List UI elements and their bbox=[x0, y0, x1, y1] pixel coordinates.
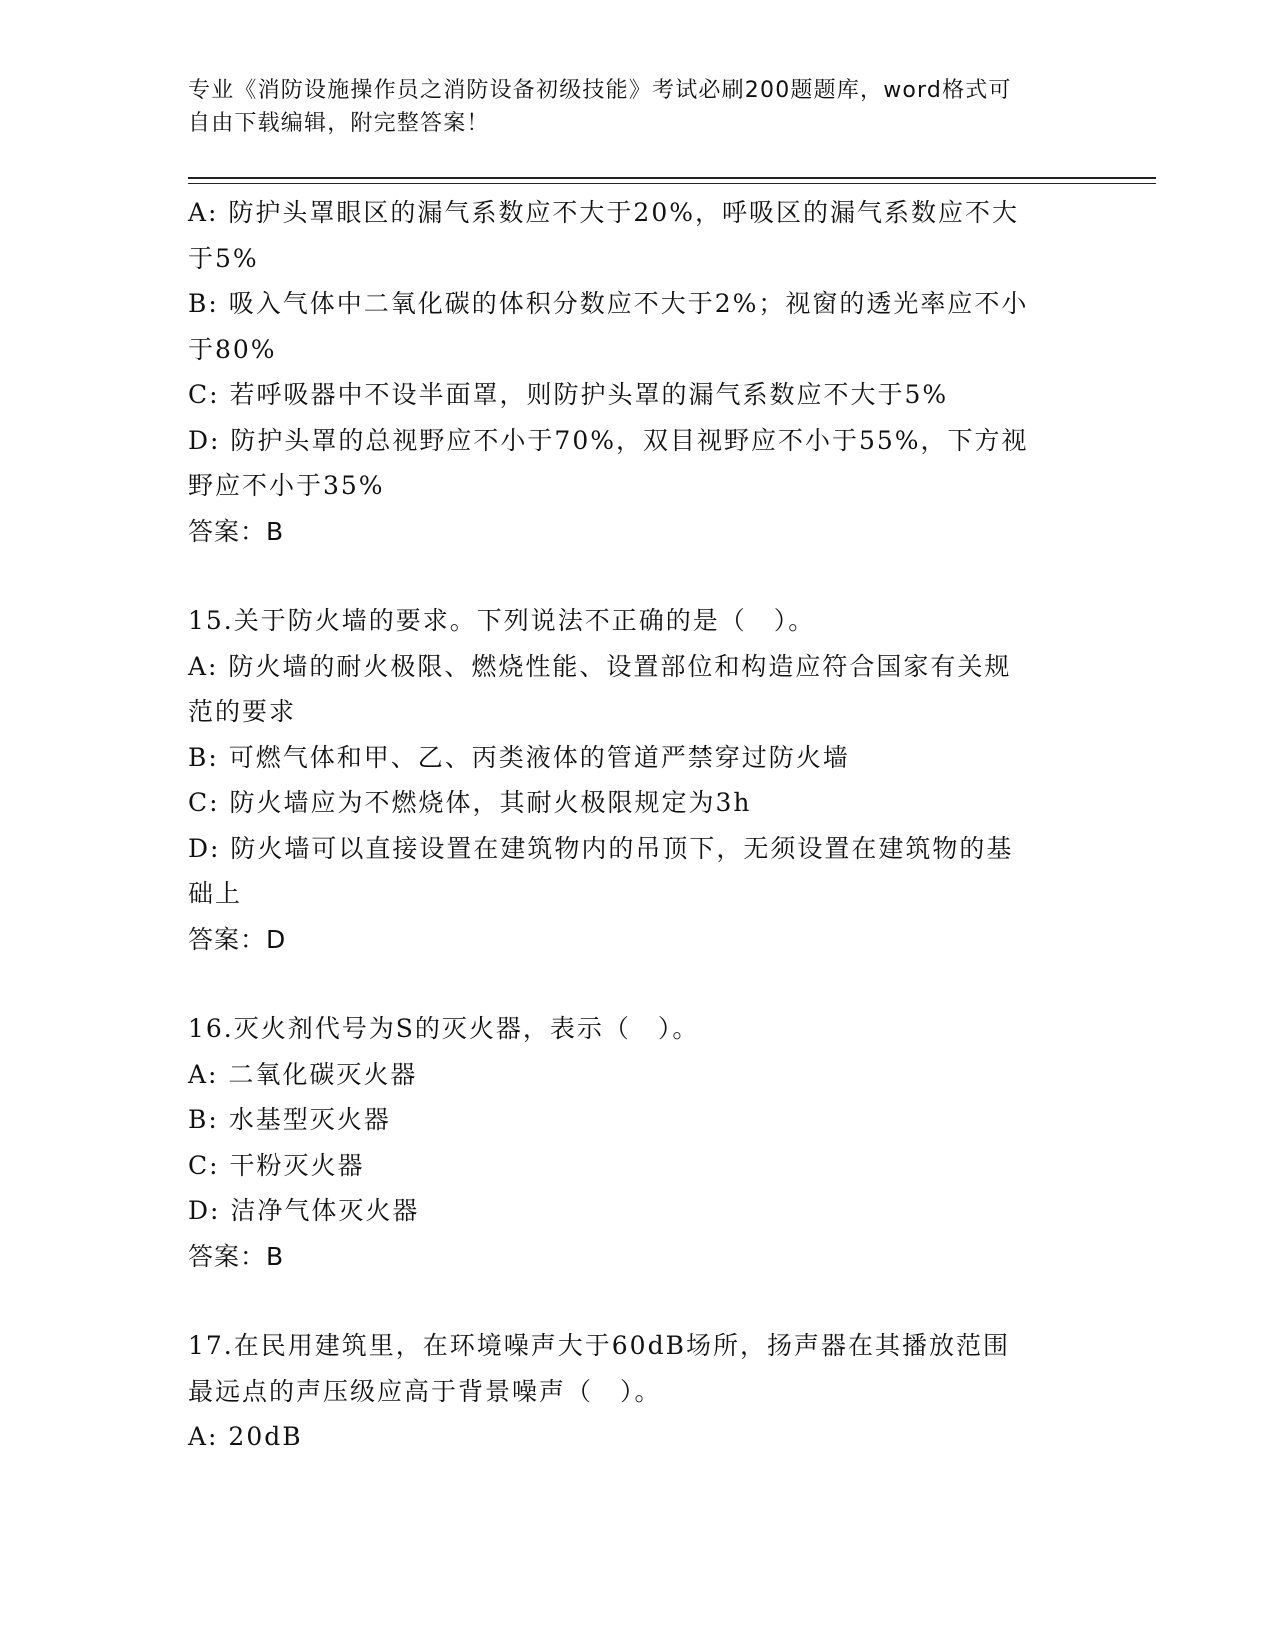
q15-answer: 答案：D bbox=[188, 924, 287, 954]
question-16-block bbox=[188, 1006, 1088, 1279]
q15-option-d-line-1: D: 防火墙可以直接设置在建筑物内的吊顶下，无须设置在建筑物的基 bbox=[188, 833, 1014, 863]
q16-question: 16.灭火剂代号为S的灭火器，表示（ ）。 bbox=[188, 1014, 700, 1043]
header-line-2: 自由下载编辑，附完整答案！ bbox=[188, 111, 490, 136]
q14-option-d-line-2: 野应不小于35% bbox=[188, 471, 385, 500]
q14-option-a-line-2: 于5% bbox=[188, 243, 259, 273]
block-spacer bbox=[188, 962, 1088, 1006]
q15-question: 15.关于防火墙的要求。下列说法不正确的是（ ）。 bbox=[188, 606, 816, 635]
q14-option-b-line-2: 于80% bbox=[188, 334, 277, 364]
q17-question-line-2: 最远点的声压级应高于背景噪声（ ）。 bbox=[188, 1376, 662, 1406]
q15-option-a-line-2: 范的要求 bbox=[188, 697, 297, 726]
q15-option-c-line-1: C: 防火墙应为不燃烧体，其耐火极限规定为3h bbox=[188, 788, 752, 817]
q14-option-b-line-1: B: 吸入气体中二氧化碳的体积分数应不大于2%；视窗的透光率应不小 bbox=[188, 289, 1029, 318]
q14-option-d-line-1: D: 防护头罩的总视野应不小于70%，双目视野应不小于55%，下方视 bbox=[188, 425, 1029, 455]
question-15-block bbox=[188, 598, 1088, 962]
q16-option-d: D: 洁净气体灭火器 bbox=[188, 1196, 420, 1225]
q16-answer: 答案：B bbox=[188, 1241, 285, 1271]
q15-option-b-line-1: B: 可燃气体和甲、乙、丙类液体的管道严禁穿过防火墙 bbox=[188, 742, 850, 772]
question-17-block bbox=[188, 1323, 1088, 1460]
q16-option-a: A: 二氧化碳灭火器 bbox=[188, 1059, 418, 1089]
q15-option-a-line-1: A: 防火墙的耐火极限、燃烧性能、设置部位和构造应符合国家有关规 bbox=[188, 651, 1012, 681]
q16-option-c: C: 干粉灭火器 bbox=[188, 1150, 365, 1180]
q15-option-d-line-2: 础上 bbox=[188, 879, 243, 908]
q14-option-a-line-1: A: 防护头罩眼区的漏气系数应不大于20%，呼吸区的漏气系数应不大 bbox=[188, 198, 1019, 227]
q16-option-b: B: 水基型灭火器 bbox=[188, 1105, 391, 1134]
document-header bbox=[188, 74, 1068, 140]
header-rule-thin bbox=[188, 183, 1156, 184]
q17-question-line-1: 17.在民用建筑里，在环境噪声大于60dB场所，扬声器在其播放范围 bbox=[188, 1331, 1010, 1360]
block-spacer bbox=[188, 1279, 1088, 1323]
question-14-block bbox=[188, 190, 1088, 554]
q17-option-a: A: 20dB bbox=[188, 1422, 303, 1451]
block-spacer bbox=[188, 554, 1088, 598]
document-body bbox=[188, 190, 1088, 1460]
header-rule-thick bbox=[188, 177, 1156, 179]
q14-option-c-line-1: C: 若呼吸器中不设半面罩，则防护头罩的漏气系数应不大于5% bbox=[188, 380, 949, 409]
header-line-1: 专业《消防设施操作员之消防设备初级技能》考试必刷200题题库，word格式可 bbox=[188, 78, 1012, 103]
q14-answer: 答案：B bbox=[188, 516, 285, 546]
